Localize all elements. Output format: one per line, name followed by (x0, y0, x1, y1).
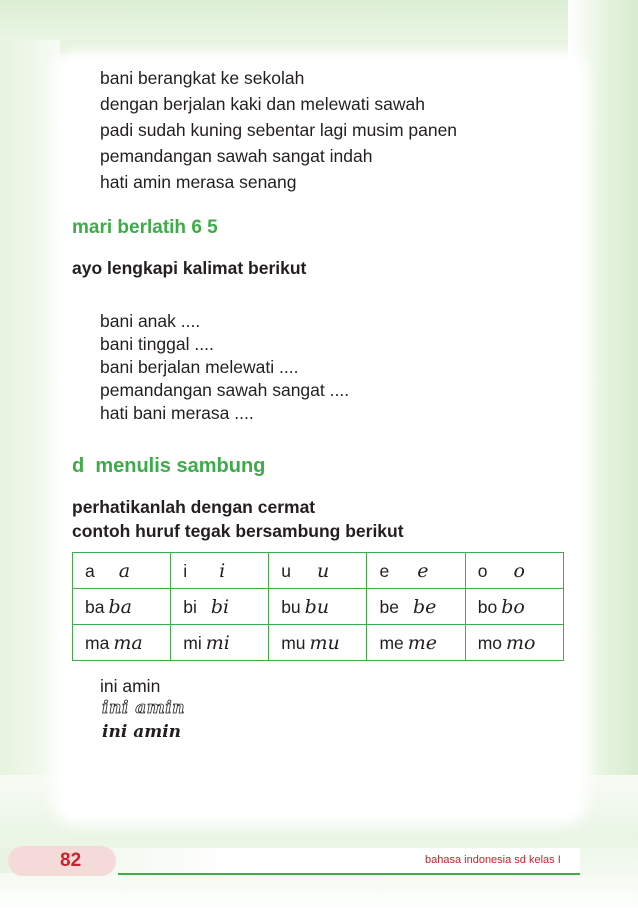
story-line: bani berangkat ke sekolah (100, 68, 305, 88)
cursive-syllable: be (412, 595, 437, 618)
exercise-item: pemandangan sawah sangat .... (100, 380, 350, 400)
cursive-syllable: ma (113, 631, 143, 654)
book-title: bahasa indonesia sd kelas I (425, 854, 561, 866)
section-d-heading (72, 455, 265, 478)
table-cell (367, 589, 465, 625)
print-letter: a (85, 560, 95, 581)
section-letter: d (72, 455, 85, 477)
print-syllable: mi (183, 632, 202, 653)
cursive-syllable: mi (205, 631, 230, 654)
section-title: menulis sambung (95, 455, 266, 477)
table-cell (73, 553, 171, 589)
letter-table (72, 552, 564, 661)
section-d-instruction: perhatikanlah dengan cermat (72, 497, 316, 517)
table-row (73, 589, 564, 625)
table-cell (465, 589, 563, 625)
cursive-syllable: bu (304, 595, 330, 618)
table-cell (269, 553, 367, 589)
print-syllable: ba (85, 596, 105, 617)
exercise-item: hati bani merasa .... (100, 403, 254, 423)
cursive-syllable: mu (309, 631, 340, 654)
exercise-instruction: ayo lengkapi kalimat berikut (72, 258, 307, 278)
section-d-instruction: contoh huruf tegak bersambung berikut (72, 521, 404, 541)
print-syllable: bo (477, 596, 498, 617)
table-cell (73, 625, 171, 661)
cursive-syllable: bi (210, 595, 230, 618)
table-cell (171, 625, 269, 661)
example-print: ini amin (100, 676, 161, 696)
cursive-letter: o (513, 559, 525, 582)
print-syllable: me (379, 632, 404, 653)
cursive-letter: a (118, 559, 131, 582)
print-letter: u (281, 560, 291, 581)
table-cell (171, 589, 269, 625)
exercise-heading: mari berlatih 6 5 (72, 217, 218, 238)
exercise-item: bani anak .... (100, 311, 201, 331)
cursive-letter: u (316, 559, 330, 582)
exercise-item: bani tinggal .... (100, 334, 214, 354)
cursive-letter: e (417, 559, 429, 582)
table-row (73, 553, 564, 589)
table-cell (465, 553, 563, 589)
table-cell (465, 625, 563, 661)
table-cell (269, 589, 367, 625)
print-syllable: mo (477, 632, 503, 653)
top-band (0, 40, 638, 54)
print-letter: e (379, 560, 390, 581)
example-cursive: ini amin (102, 722, 182, 742)
cursive-syllable: bo (501, 595, 525, 618)
print-letter: o (477, 560, 488, 581)
page-number: 82 (60, 850, 82, 871)
table-cell (367, 625, 465, 661)
print-syllable: bi (183, 596, 197, 617)
example-cursive-traced: ini amin (102, 698, 186, 718)
footer-divider (118, 873, 580, 875)
table-cell (269, 625, 367, 661)
story-line: padi sudah kuning sebentar lagi musim panen (100, 120, 458, 140)
exercise-item: bani berjalan melewati .... (100, 357, 299, 377)
cursive-syllable: me (407, 631, 438, 654)
cursive-syllable: mo (506, 631, 536, 654)
print-syllable: bu (281, 596, 301, 617)
table-cell (73, 589, 171, 625)
story-line: dengan berjalan kaki dan melewati sawah (100, 94, 425, 114)
story-line: hati amin merasa senang (100, 172, 297, 192)
print-letter: i (183, 560, 188, 581)
cursive-letter: i (219, 559, 226, 582)
table-row (73, 625, 564, 661)
story-line: pemandangan sawah sangat indah (100, 146, 373, 166)
print-syllable: be (379, 596, 399, 617)
print-syllable: mu (281, 632, 306, 653)
table-cell (367, 553, 465, 589)
print-syllable: ma (85, 632, 110, 653)
table-cell (171, 553, 269, 589)
left-decoration (0, 40, 60, 860)
cursive-syllable: ba (108, 595, 132, 618)
